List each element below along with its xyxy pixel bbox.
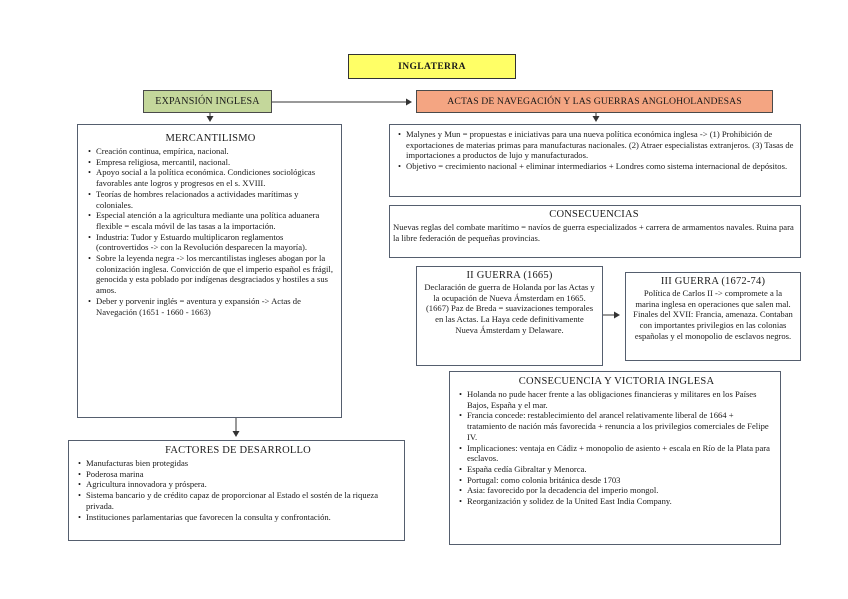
actas-detail-list: [398, 129, 794, 172]
guerra3-box: [625, 272, 801, 361]
list-item: • Instituciones parlamentarias que favorecen la consulta y confrontación.: [78, 512, 398, 523]
list-item: • Portugal: como colonia británica desde 1703: [459, 475, 774, 486]
list-item: • España cedía Gibraltar y Menorca.: [459, 464, 774, 475]
list-item: • Creación continua, empírica, nacional.: [88, 146, 333, 157]
actas-title: ACTAS DE NAVEGACIÓN Y LAS GUERRAS ANGLOHOLANDESAS: [447, 96, 742, 107]
factores-box: [68, 440, 405, 541]
list-item: • Agricultura innovadora y próspera.: [78, 479, 398, 490]
list-item: • Teorías de hombres relacionados a actividades marítimas y coloniales.: [88, 189, 333, 210]
list-item: • Apoyo social a la política económica. Condiciones sociológicas favorables ante logros y progresos en el s. XVIII.: [88, 167, 333, 188]
guerra3-text: Política de Carlos II -> compromete a la marina inglesa en operaciones que salen mal. Finales del XVII: Francia, amenaza. Contaban con importantes privilegios en las colonias españolas y el monopolio de esclavos negros.: [633, 288, 793, 341]
list-item: • Implicaciones: ventaja en Cádiz + monopolio de asiento + escala en Río de la Plata para esclavos.: [459, 443, 774, 464]
victoria-box: [449, 371, 781, 545]
list-item: • Francia concede: restablecimiento del arancel relativamente liberal de 1664 + tratamiento de nación más favorecida + renuncia a los privilegios comerciales de Felipe IV.: [459, 410, 774, 442]
list-item: • Manufacturas bien protegidas: [78, 458, 398, 469]
guerra3-title: III GUERRA (1672-74): [660, 276, 766, 287]
inglaterra-header: [348, 54, 516, 79]
guerra2-text: Declaración de guerra de Holanda por las Actas y la ocupación de Nueva Ámsterdam en 1665. (1667) Paz de Breda = suavizaciones temporales en las Actas. La Haya cede definitivamente Nueva Ámsterdam y Delaware.: [424, 282, 595, 335]
factores-list: [78, 458, 398, 522]
list-item: • Malynes y Mun = propuestas e iniciativas para una nueva política económica inglesa -> (1) Prohibición de exportaciones de materias primas para manufacturas nacionales. (2) Atraer especialistas extranjeros. (3) Tasas de importaciones a productos de lujo y manufacturados.: [398, 129, 794, 161]
list-item: • Empresa religiosa, mercantil, nacional.: [88, 157, 333, 168]
victoria-title: CONSECUENCIA Y VICTORIA INGLESA: [518, 376, 715, 387]
actas-header: [416, 90, 773, 113]
list-item: • Asia: favorecido por la decadencia del imperio mongol.: [459, 485, 774, 496]
expansion-title: EXPANSIÓN INGLESA: [155, 96, 260, 107]
consecuencias-text: Nuevas reglas del combate marítimo = navíos de guerra especializados + carrera de armamentos navales. Ruina para la libre federación de pequeñas provincias.: [393, 222, 794, 243]
list-item: • Reorganización y solidez de la United East India Company.: [459, 496, 774, 507]
list-item: • Poderosa marina: [78, 469, 398, 480]
consecuencias-title: CONSECUENCIAS: [549, 209, 639, 220]
victoria-list: [459, 389, 774, 507]
consecuencias-box: [389, 205, 801, 258]
mercantilismo-title: MERCANTILISMO: [165, 133, 256, 144]
mercantilismo-list: [88, 146, 333, 317]
list-item: • Deber y porvenir inglés = aventura y expansión -> Actas de Navegación (1651 - 1660 - 1663): [88, 296, 333, 317]
inglaterra-title: INGLATERRA: [398, 61, 466, 72]
guerra2-box: [416, 266, 603, 366]
list-item: • Industria: Tudor y Estuardo multiplicaron reglamentos (controvertidos -> con la Revolución desparecen la mayoría).: [88, 232, 333, 253]
list-item: • Sistema bancario y de crédito capaz de proporcionar al Estado el sostén de la riqueza privada.: [78, 490, 398, 511]
list-item: • Sobre la leyenda negra -> los mercantilistas ingleses abogan por la colonización inglesa. Convicción de que el imperio español es frágil, genocida y esta poblado por indígenas desgraciados y hostiles a sus amos.: [88, 253, 333, 296]
factores-title: FACTORES DE DESARROLLO: [165, 445, 311, 456]
guerra2-title: II GUERRA (1665): [466, 270, 553, 281]
expansion-header: [143, 90, 272, 113]
actas-detail-box: [389, 124, 801, 197]
list-item: • Holanda no pude hacer frente a las obligaciones financieras y militares en los Países Bajos, España y el mar.: [459, 389, 774, 410]
list-item: • Objetivo = crecimiento nacional + eliminar intermediarios + Londres como sistema internacional de depósitos.: [398, 161, 794, 172]
mercantilismo-box: [77, 124, 342, 418]
list-item: • Especial atención a la agricultura mediante una política aduanera flexible = escala móvil de las tasas a la importación.: [88, 210, 333, 231]
